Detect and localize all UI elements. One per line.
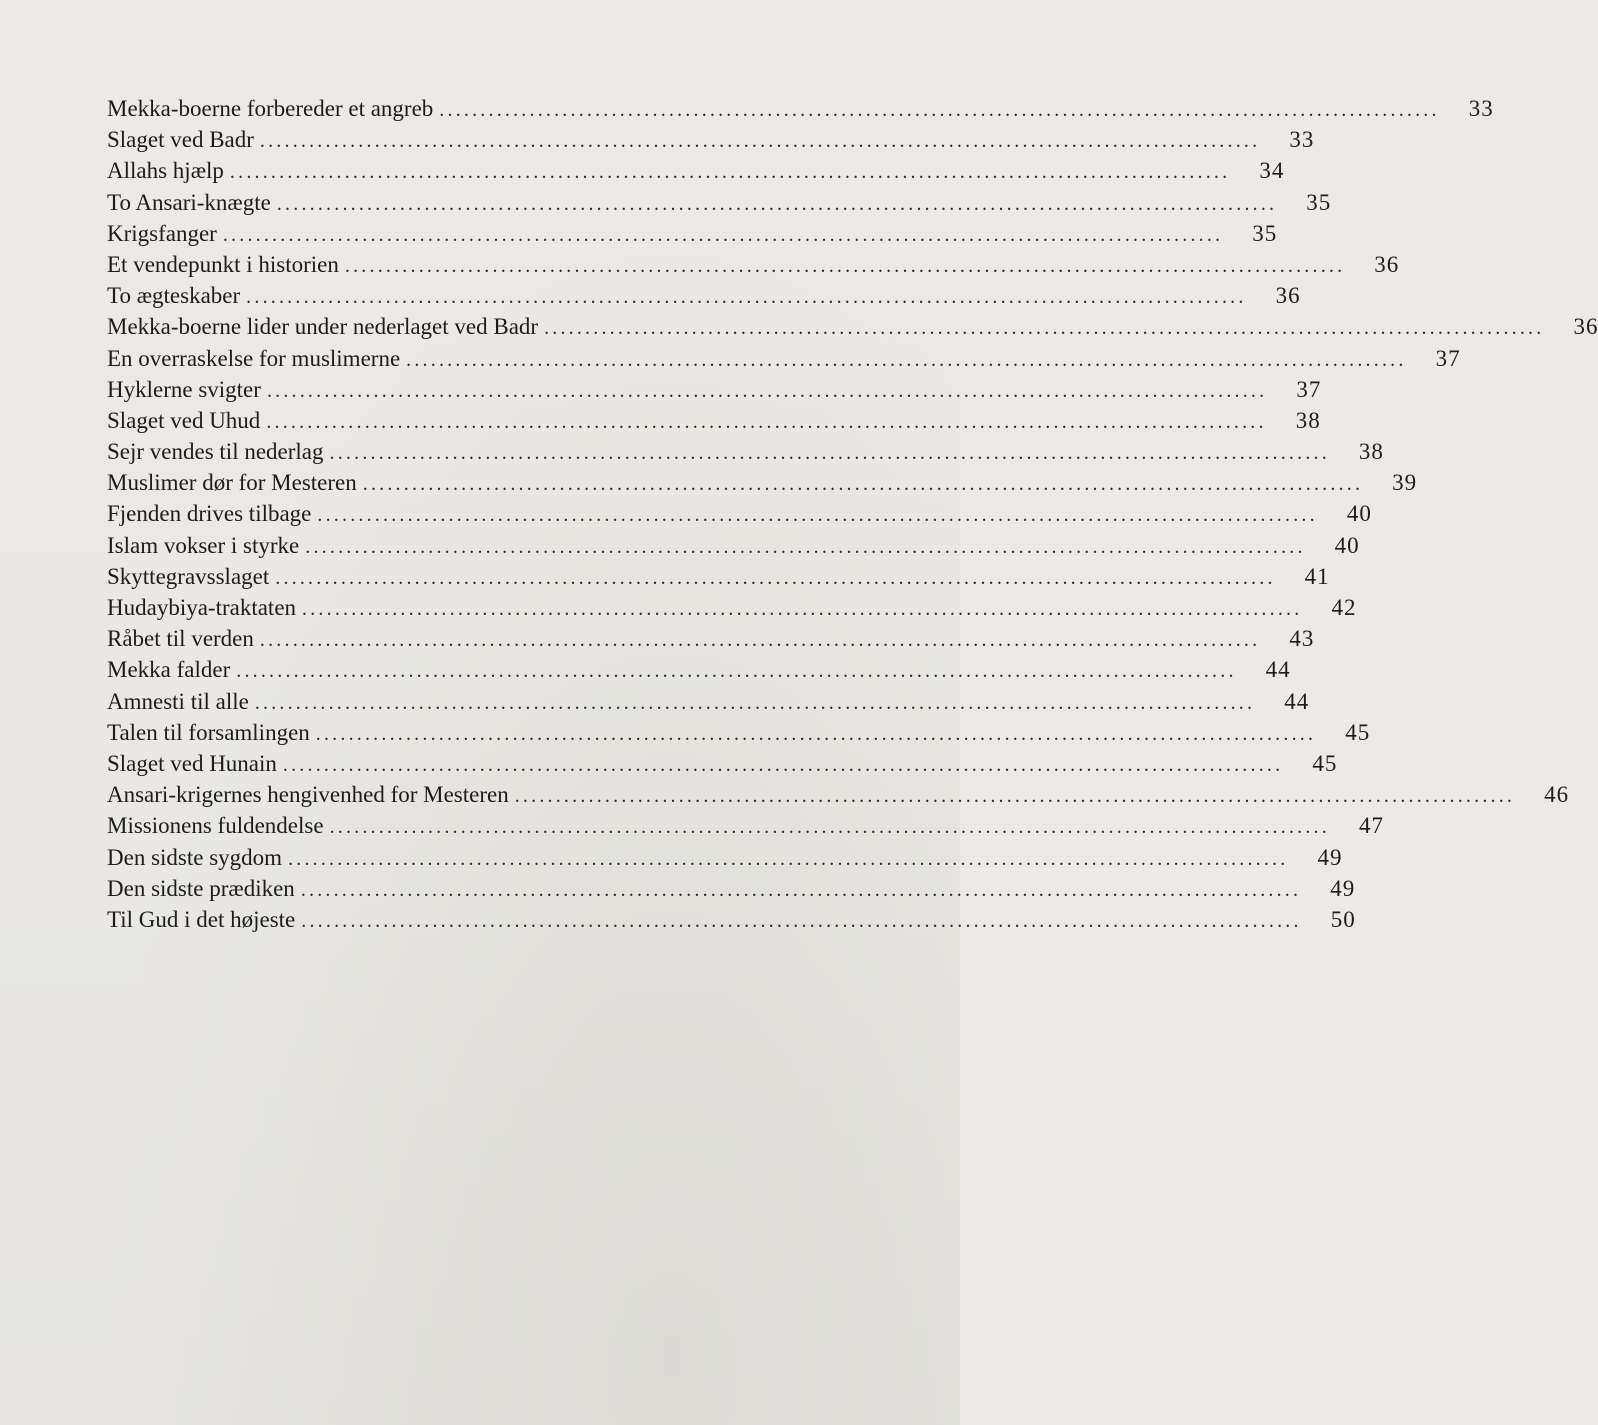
toc-entry-page-number: 44: [1265, 657, 1291, 683]
toc-entry-page-number: 38: [1358, 439, 1384, 465]
toc-entry-page-number: 36: [1275, 283, 1301, 309]
toc-dot-leader: ..........................................................................................................................: [246, 286, 1247, 309]
toc-entry: [107, 439, 1384, 470]
toc-dot-leader: ..........................................................................................................................: [222, 223, 1224, 246]
toc-entry-title: Missionens fuldendelse: [107, 813, 324, 839]
toc-entry-title: Råbet til verden: [107, 626, 254, 652]
toc-dot-leader: ..........................................................................................................................: [344, 254, 1346, 277]
toc-dot-leader: ..........................................................................................................................: [282, 753, 1284, 776]
toc-dot-leader: ..........................................................................................................................: [305, 535, 1306, 558]
toc-entry: [107, 158, 1285, 189]
toc-dot-leader: ..........................................................................................................................: [514, 785, 1516, 808]
toc-entry: [107, 688, 1310, 720]
toc-entry: [107, 657, 1291, 688]
toc-dot-leader: ..........................................................................................................................: [275, 566, 1276, 589]
toc-entry-page-number: 46: [1544, 782, 1570, 808]
toc-entry-page-number: 36: [1374, 251, 1400, 277]
toc-dot-leader: ..........................................................................................................................: [329, 816, 1330, 839]
toc-entry-title: Til Gud i det højeste: [107, 906, 296, 932]
toc-dot-leader: ..........................................................................................................................: [236, 660, 1237, 683]
toc-entry-page-number: 37: [1435, 345, 1461, 371]
toc-dot-leader: ..........................................................................................................................: [315, 722, 1317, 745]
toc-dot-leader: ..........................................................................................................................: [362, 473, 1364, 496]
toc-entry-title: Fjenden drives tilbage: [107, 501, 312, 527]
toc-entry: [107, 189, 1332, 221]
toc-dot-leader: ..........................................................................................................................: [259, 629, 1261, 652]
toc-dot-leader: ..........................................................................................................................: [254, 691, 1256, 714]
toc-dot-leader: ..........................................................................................................................: [301, 909, 1302, 932]
toc-entry-title: Hudaybiya-traktaten: [107, 595, 297, 620]
toc-entry: [107, 96, 1494, 127]
toc-entry-title: Sejr vendes til nederlag: [107, 439, 324, 465]
toc-entry-title: To ægteskaber: [107, 283, 241, 309]
toc-entry-page-number: 40: [1334, 532, 1360, 558]
toc-entry: [107, 626, 1315, 657]
toc-entry-page-number: 40: [1346, 501, 1372, 527]
toc-entry-title: Mekka falder: [107, 657, 231, 683]
toc-entry-page-number: 39: [1392, 470, 1418, 496]
toc-entry-page-number: 45: [1345, 719, 1371, 745]
toc-entry: [107, 470, 1418, 501]
toc-entry-page-number: 47: [1358, 813, 1384, 839]
toc-entry: [107, 283, 1301, 314]
toc-entry: [107, 407, 1321, 439]
toc-entry-page-number: 35: [1306, 189, 1332, 215]
toc-entry: [107, 844, 1343, 876]
toc-entry: [107, 563, 1330, 595]
toc-dot-leader: ..........................................................................................................................: [439, 99, 1440, 121]
toc-entry-page-number: 44: [1284, 688, 1310, 714]
toc-dot-leader: ..........................................................................................................................: [288, 847, 1289, 870]
toc-entry: [107, 251, 1400, 283]
toc-entry-title: Ansari-krigernes hengivenhed for Mesteren: [107, 782, 509, 808]
table-of-contents: [107, 96, 1598, 938]
toc-entry-title: Slaget ved Uhud: [107, 407, 261, 433]
toc-entry-title: Slaget ved Hunain: [107, 750, 277, 776]
toc-entry: [107, 750, 1338, 782]
toc-entry-title: Slaget ved Badr: [107, 127, 254, 153]
toc-entry-page-number: 43: [1289, 626, 1315, 652]
toc-entry: [107, 314, 1598, 345]
toc-dot-leader: ..........................................................................................................................: [329, 442, 1330, 465]
toc-entry: [107, 782, 1570, 813]
toc-entry-title: To Ansari-knægte: [107, 189, 271, 215]
toc-entry: [107, 127, 1315, 158]
toc-dot-leader: ..........................................................................................................................: [317, 504, 1318, 527]
toc-entry-page-number: 41: [1304, 563, 1330, 589]
toc-entry-page-number: 49: [1330, 875, 1356, 901]
toc-entry-page-number: 37: [1296, 376, 1322, 402]
toc-entry-title: En overraskelse for muslimerne: [107, 345, 401, 371]
toc-entry-title: Den sidste sygdom: [107, 844, 283, 870]
toc-entry-title: Muslimer dør for Mesteren: [107, 470, 357, 496]
toc-entry-title: Hyklerne svigter: [107, 376, 261, 402]
toc-entry-page-number: 42: [1331, 595, 1357, 620]
toc-entry-title: Mekka-boerne forbereder et angreb: [107, 96, 434, 121]
toc-entry-title: Mekka-boerne lider under nederlaget ved Badr: [107, 314, 539, 340]
toc-dot-leader: ..........................................................................................................................: [302, 598, 1303, 620]
toc-dot-leader: ..........................................................................................................................: [276, 192, 1278, 215]
toc-entry-page-number: 33: [1289, 127, 1315, 153]
toc-entry-page-number: 50: [1330, 906, 1356, 932]
toc-dot-leader: ..........................................................................................................................: [300, 878, 1302, 901]
toc-entry: [107, 875, 1356, 907]
toc-entry-title: Talen til forsamlingen: [107, 719, 310, 745]
toc-entry-page-number: 35: [1252, 220, 1278, 246]
toc-entry: [107, 906, 1356, 938]
toc-dot-leader: ..........................................................................................................................: [406, 348, 1407, 371]
toc-dot-leader: ..........................................................................................................................: [229, 161, 1231, 184]
toc-entry-title: Amnesti til alle: [107, 688, 249, 714]
toc-entry-title: Skyttegravsslaget: [107, 563, 270, 589]
toc-dot-leader: ..........................................................................................................................: [266, 379, 1268, 402]
toc-entry-title: Et vendepunkt i historien: [107, 251, 339, 277]
toc-entry: [107, 813, 1384, 844]
toc-entry: [107, 376, 1322, 408]
toc-dot-leader: ..........................................................................................................................: [259, 130, 1261, 153]
toc-dot-leader: ..........................................................................................................................: [544, 317, 1545, 340]
toc-entry-title: Krigsfanger: [107, 220, 217, 246]
toc-entry-page-number: 49: [1317, 844, 1343, 870]
toc-entry: [107, 595, 1357, 626]
toc-entry-page-number: 36: [1573, 314, 1598, 340]
toc-entry-page-number: 38: [1295, 407, 1321, 433]
toc-entry: [107, 719, 1371, 751]
toc-entry-title: Allahs hjælp: [107, 158, 224, 184]
toc-entry: [107, 501, 1372, 532]
toc-entry-page-number: 45: [1312, 750, 1338, 776]
toc-entry-title: Den sidste prædiken: [107, 875, 295, 901]
toc-entry: [107, 220, 1278, 252]
toc-dot-leader: ..........................................................................................................................: [266, 410, 1267, 433]
toc-entry: [107, 532, 1360, 564]
toc-entry-page-number: 33: [1468, 96, 1494, 121]
toc-entry: [107, 345, 1461, 377]
toc-entry-page-number: 34: [1259, 158, 1285, 184]
toc-entry-title: Islam vokser i styrke: [107, 532, 300, 558]
